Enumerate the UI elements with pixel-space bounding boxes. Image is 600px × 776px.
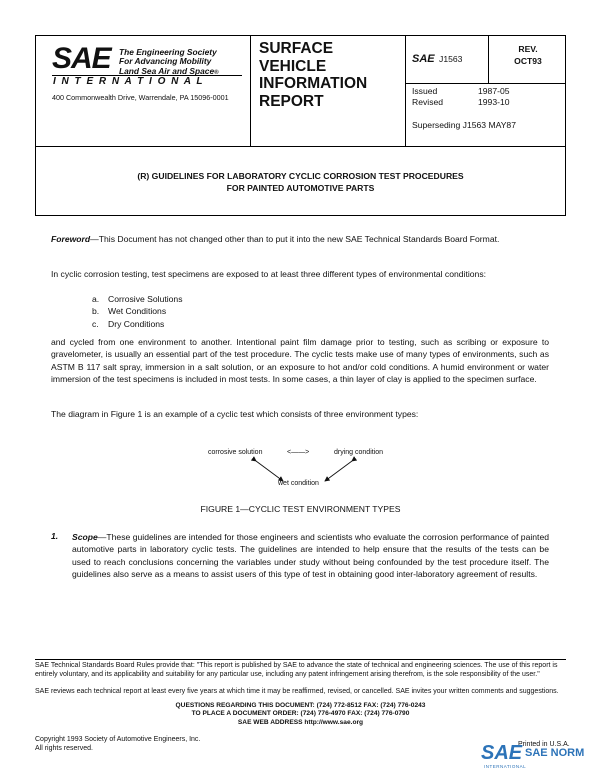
figure-label-drying: drying condition [334, 449, 384, 456]
printed-in: Printed in U.S.A. [518, 741, 570, 748]
sae-norm-word: SAE NORM [525, 747, 585, 759]
scope-paragraph [72, 531, 549, 581]
arrow-corrosive-wet [256, 461, 283, 481]
org-line-1: The Engineering Society [119, 47, 217, 57]
list-text: Wet Conditions [108, 306, 167, 317]
revision-cell [492, 43, 564, 67]
report-type-line-3: INFORMATION [259, 75, 368, 92]
footer-disclaimer-2: SAE reviews each technical report at least every five years at which time it may be reaffirmed, revised, or cancelled. SAE invites your written comments and suggestions. [35, 688, 559, 695]
header-rule-docnum [405, 83, 566, 84]
org-line-2: For Advancing Mobility [119, 56, 212, 67]
scope-label: Scope [72, 532, 98, 542]
list-item [92, 305, 292, 317]
header-divider-2 [405, 35, 406, 146]
issued-label: Issued [412, 86, 438, 96]
foreword-paragraph [51, 233, 549, 245]
doc-brand-mark: SAE [412, 53, 435, 65]
list-text: Dry Conditions [108, 318, 165, 329]
superseding: Superseding J1563 MAY87 [412, 120, 516, 130]
sae-logo [52, 42, 120, 75]
revised-value: 1993-10 [478, 97, 510, 107]
title-line-2: FOR PAINTED AUTOMOTIVE PARTS [226, 183, 375, 193]
document-title [35, 170, 566, 194]
figure-1 [200, 445, 410, 495]
figure-caption: FIGURE 1—CYCLIC TEST ENVIRONMENT TYPES [200, 504, 401, 514]
arrow-drying-wet [325, 461, 352, 481]
footer-order: TO PLACE A DOCUMENT ORDER: (724) 776-4970 FAX: (724) 776-0790 [191, 710, 410, 718]
copyright-line: Copyright 1993 Society of Automotive Engineers, Inc. [35, 736, 201, 743]
address: 400 Commonwealth Drive, Warrendale, PA 15096-0001 [52, 93, 229, 102]
doc-number-cell [412, 53, 462, 65]
report-type-line-4: REPORT [259, 92, 324, 110]
header-divider-3 [488, 35, 489, 83]
list-item [92, 293, 292, 305]
foreword-label: Foreword [51, 234, 91, 244]
header-rule-title [35, 146, 566, 147]
revised-label: Revised [412, 97, 444, 107]
cycling-paragraph: and cycled from one environment to another. Intentional paint film damage prior to testing, such as scribing or exposure to gravelometer, is usually an essential part of the test procedure. The cyclic tests make use of many types of environments, such as ASTM B 117 salt spray, immersion in a salt solution, or an exposure to hot and/or cold conditions. A humid environment or water immersion of the test specimens is included in most tests. In some cases, a thin layer of clay is applied to the specimen surface. [51, 337, 549, 385]
intro-paragraph: In cyclic corrosion testing, test specimens are exposed to at least three different types of environmental conditions: [51, 269, 487, 279]
list-marker: a. [92, 294, 100, 304]
footer-copyright [35, 735, 200, 753]
scope-text: —These guidelines are intended for those engineers and scientists who evaluate the corrosion performance of painted automotive parts in laboratory cyclic tests. The guidelines are intended to help ensure that the results of the tests can be used to reach conclusions concerning the variables under study without being confounded by the test procedure itself. The guidelines also serve as a means to assist users of this type of test in obtaining good inter-laboratory agreement of results. [72, 532, 549, 580]
sae-norm-brand [481, 742, 593, 772]
list-marker: b. [92, 306, 100, 317]
doc-number: J1563 [439, 54, 463, 64]
figure-label-wet: wet condition [278, 480, 319, 487]
rev-label: REV. [518, 44, 538, 54]
list-marker: c. [92, 318, 99, 329]
footer-disclaimer-1: SAE Technical Standards Board Rules provide that: "This report is published by SAE to advance the state of technical and engineering sciences. The use of this report is entirely voluntary, and its applicability and suitability for any particular use, including any patent infringement arising therefrom, is the sole responsibility of the user." [35, 662, 558, 678]
org-line-3: Land Sea Air and Space [119, 65, 215, 76]
list-item [92, 318, 292, 330]
rights-line: All rights reserved. [35, 745, 93, 752]
figure-intro-paragraph: The diagram in Figure 1 is an example of a cyclic test which consists of three environment types: [51, 409, 419, 419]
rev-value: OCT93 [514, 56, 542, 66]
foreword-text: —This Document has not changed other than to put it into the new SAE Technical Standards Board Format. [90, 234, 500, 244]
report-type [259, 40, 367, 110]
figure-label-corrosive: corrosive solution [208, 449, 263, 456]
scope-number: 1. [51, 531, 59, 541]
footer-rule [35, 659, 566, 660]
registered-mark: ® [214, 69, 219, 76]
figure-label-arrow: <——> [287, 449, 310, 456]
issued-value: 1987-05 [478, 86, 510, 96]
org-tagline [119, 48, 219, 78]
logo-rule [52, 75, 242, 76]
sae-norm-sub: INTERNATIONAL [484, 764, 527, 769]
header-divider-1 [250, 35, 251, 146]
footer-web: SAE WEB ADDRESS http://www.sae.org [237, 718, 364, 726]
international-wordmark: I N T E R N A T I O N A L [53, 76, 205, 87]
report-type-line-1: SURFACE [259, 40, 334, 57]
sae-logo-mark: SAE [52, 42, 111, 75]
footer-questions: QUESTIONS REGARDING THIS DOCUMENT: (724) 772-8512 FAX: (724) 776-0243 [175, 702, 426, 709]
figure-arrows [200, 445, 410, 495]
conditions-list [92, 293, 292, 330]
report-type-line-2: VEHICLE [259, 57, 327, 75]
footer-contact [35, 702, 566, 727]
sae-norm-mark: SAE [481, 742, 523, 764]
title-line-1: (R) GUIDELINES FOR LABORATORY CYCLIC CORROSION TEST PROCEDURES [137, 171, 464, 181]
list-text: Corrosive Solutions [108, 294, 183, 304]
